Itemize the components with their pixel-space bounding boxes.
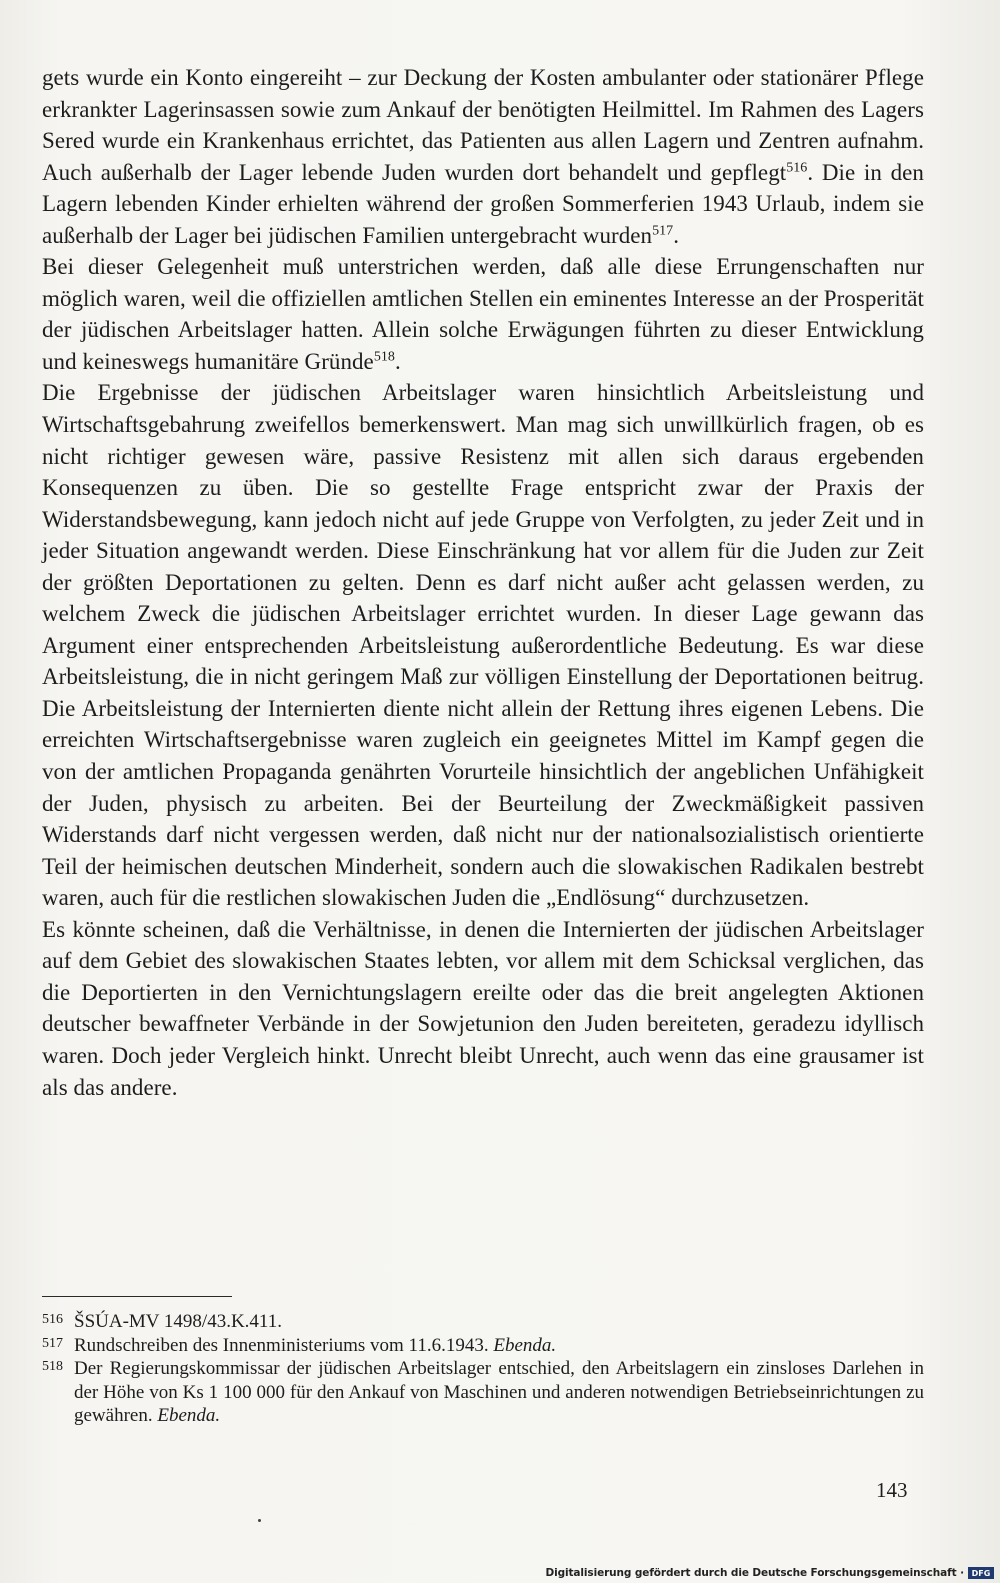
footnote-number: 517	[42, 1335, 63, 1351]
text-run: gets wurde ein Konto eingereiht – zur Deckung der Kosten ambulanter oder stationärer Pflege erkrankter Lagerinsassen sowie zum Ankauf der benötigten Heilmittel. Im Rahmen des Lagers Sered wurde ein Krankenhaus errichtet, das Patienten aus allen Lagern und Zentren aufnahm. Auch außerhalb der Lager lebende Juden wurden dort behandelt und gepflegt	[42, 65, 924, 185]
footnote	[42, 1357, 924, 1428]
text-run: . Die in den Lagern lebenden Kinder erhielten während der großen Sommerferien 1943 Urlaub, indem sie außerhalb der Lager bei jüdischen Familien untergebracht wurden	[42, 159, 924, 248]
digitization-credit	[545, 1567, 994, 1579]
footnote-number: 516	[42, 1312, 63, 1327]
footnotes	[42, 1310, 924, 1428]
body-text	[42, 62, 924, 1103]
footnote-reference: 517	[652, 223, 674, 239]
footnote-number: 518	[42, 1359, 63, 1374]
footnote-reference: 516	[786, 159, 808, 175]
text-run: Bei dieser Gelegenheit muß unterstrichen werden, daß alle diese Errungenschaften nur möglich waren, weil die offiziellen amtlichen Stellen ein eminentes Interesse an der Prosperität der jüdischen Arbeitslager hatten. Allein solche Erwägungen führten zu dieser Entwicklung und keineswegs humanitäre Gründe	[42, 254, 924, 374]
footnote-separator	[42, 1296, 232, 1297]
footnote-reference: 518	[373, 349, 395, 365]
footnote-source: Ebenda.	[157, 1405, 221, 1426]
footnote	[42, 1334, 924, 1358]
paragraph	[42, 251, 924, 377]
footnote-source: Ebenda.	[493, 1334, 557, 1356]
text-run: .	[673, 222, 680, 248]
scan-speck	[258, 1519, 261, 1522]
footnote-text: ŠSÚA-MV 1498/43.K.411.	[74, 1311, 282, 1332]
footnote-text: Rundschreiben des Innenministeriums vom 11.6.1943.	[74, 1334, 494, 1356]
paragraph	[42, 914, 924, 1103]
page-number: 143	[876, 1478, 908, 1502]
credit-text: Digitalisierung gefördert durch die Deutsche Forschungsgemeinschaft ·	[545, 1567, 964, 1579]
footnote	[42, 1310, 924, 1334]
paragraph	[42, 62, 924, 251]
footnote-text: Der Regierungskommissar der jüdischen Arbeitslager entschied, den Arbeitslagern ein zinsloses Darlehen in der Höhe von Ks 1 100 000 für den Ankauf von Maschinen und anderen notwendigen Betriebseinrichtungen zu gewähren.	[74, 1358, 924, 1426]
text-run: Die Ergebnisse der jüdischen Arbeitslager waren hinsichtlich Arbeitsleistung und Wirtschaftsgebahrung zweifellos bemerkenswert. Man mag sich unwillkürlich fragen, ob es nicht richtiger gewesen wäre, passive Resistenz mit allen sich daraus ergebenden Konsequenzen zu üben. Die so gestellte Frage entspricht zwar der Praxis der Widerstandsbewegung, kann jedoch nicht auf jede Gruppe von Verfolgten, zu jeder Zeit und in jeder Situation angewandt werden. Diese Einschränkung hat vor allem für die Juden zur Zeit der größten Deportationen zu gelten. Denn es darf nicht außer acht gelassen werden, zu welchem Zweck die jüdischen Arbeitslager errichtet wurden. In dieser Lage gewann das Argument einer entsprechenden Arbeitsleistung außerordentliche Bedeutung. Es war diese Arbeitsleistung, die in nicht geringem Maß zur völligen Einstellung der Deportationen beitrug. Die Arbeitsleistung der Internierten diente nicht allein der Rettung ihres eigenen Lebens. Die erreichten Wirtschaftsergebnisse waren zugleich ein geeignetes Mittel im Kampf gegen die von der amtlichen Propaganda genährten Vorurteile hinsichtlich der angeblichen Unfähigkeit der Juden, physisch zu arbeiten. Bei der Beurteilung der Zweckmäßigkeit passiven Widerstands darf nicht vergessen werden, daß nicht nur der nationalsozialistisch orientierte Teil der heimischen deutschen Minderheit, sondern auch die slowakischen Radikalen bestrebt waren, auch für die restlichen slowakischen Juden die „Endlösung“ durchzusetzen.	[42, 380, 924, 911]
text-run: Es könnte scheinen, daß die Verhältnisse, in denen die Internierten der jüdischen Arbeitslager auf dem Gebiet des slowakischen Staates lebten, vor allem mit dem Schicksal verglichen, das die Deportierten in den Vernichtungslagern ereilte oder das die breit angelegten Aktionen deutscher bewaffneter Verbände in der Sowjetunion den Juden bereiteten, geradezu idyllisch waren. Doch jeder Vergleich hinkt. Unrecht bleibt Unrecht, auch wenn das eine grausamer ist als das andere.	[42, 916, 924, 1100]
paragraph	[42, 377, 924, 913]
dfg-logo: DFG	[968, 1567, 994, 1579]
text-run: .	[394, 348, 401, 374]
